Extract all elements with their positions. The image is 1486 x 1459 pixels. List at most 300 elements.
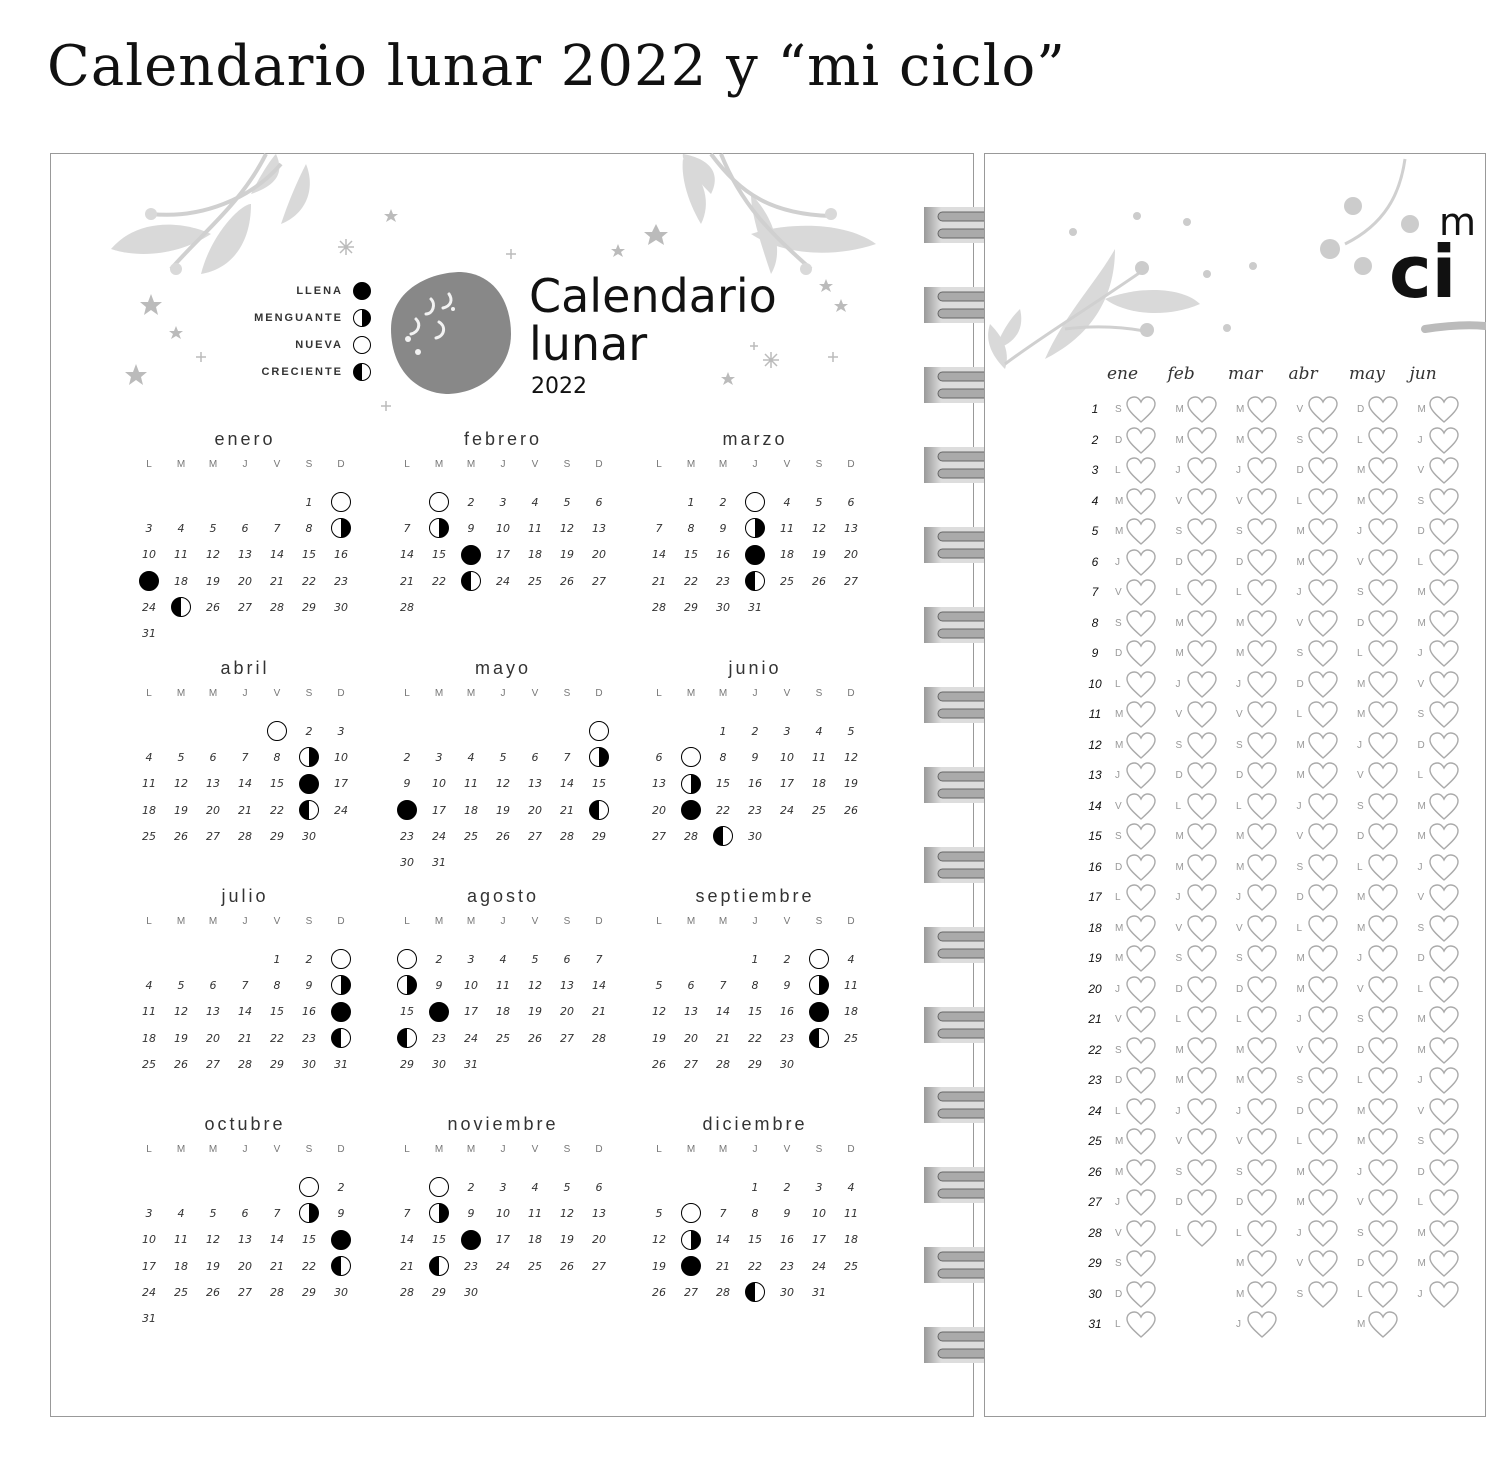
heart-icon[interactable]: [1308, 1037, 1338, 1065]
cycle-cell[interactable]: [1357, 488, 1417, 516]
heart-icon[interactable]: [1368, 854, 1398, 882]
cycle-cell[interactable]: [1297, 1006, 1357, 1034]
cycle-cell[interactable]: [1357, 1128, 1417, 1156]
cycle-cell[interactable]: [1297, 488, 1357, 516]
cycle-cell[interactable]: [1418, 549, 1478, 577]
heart-icon[interactable]: [1126, 518, 1156, 546]
heart-icon[interactable]: [1247, 854, 1277, 882]
cycle-cell[interactable]: [1236, 1098, 1296, 1126]
cycle-cell[interactable]: [1115, 945, 1175, 973]
heart-icon[interactable]: [1247, 1220, 1277, 1248]
cycle-cell[interactable]: [1418, 1098, 1478, 1126]
cycle-cell[interactable]: [1357, 1098, 1417, 1126]
heart-icon[interactable]: [1126, 884, 1156, 912]
cycle-cell[interactable]: [1297, 854, 1357, 882]
cycle-cell[interactable]: [1115, 884, 1175, 912]
cycle-cell[interactable]: [1418, 1037, 1478, 1065]
cycle-cell[interactable]: [1357, 854, 1417, 882]
heart-icon[interactable]: [1247, 457, 1277, 485]
cycle-cell[interactable]: [1115, 1159, 1175, 1187]
cycle-cell[interactable]: [1297, 427, 1357, 455]
heart-icon[interactable]: [1187, 1128, 1217, 1156]
heart-icon[interactable]: [1308, 1006, 1338, 1034]
cycle-cell[interactable]: [1236, 732, 1296, 760]
cycle-cell[interactable]: [1418, 1006, 1478, 1034]
heart-icon[interactable]: [1368, 579, 1398, 607]
cycle-cell[interactable]: [1176, 518, 1236, 546]
heart-icon[interactable]: [1187, 457, 1217, 485]
heart-icon[interactable]: [1247, 549, 1277, 577]
cycle-cell[interactable]: [1115, 976, 1175, 1004]
heart-icon[interactable]: [1187, 945, 1217, 973]
cycle-cell[interactable]: [1297, 1037, 1357, 1065]
heart-icon[interactable]: [1429, 457, 1459, 485]
heart-icon[interactable]: [1429, 549, 1459, 577]
heart-icon[interactable]: [1126, 488, 1156, 516]
heart-icon[interactable]: [1429, 762, 1459, 790]
cycle-cell[interactable]: [1176, 396, 1236, 424]
heart-icon[interactable]: [1126, 457, 1156, 485]
heart-icon[interactable]: [1247, 732, 1277, 760]
cycle-cell[interactable]: [1115, 762, 1175, 790]
cycle-cell[interactable]: [1418, 518, 1478, 546]
heart-icon[interactable]: [1308, 701, 1338, 729]
cycle-cell[interactable]: [1115, 915, 1175, 943]
heart-icon[interactable]: [1368, 671, 1398, 699]
cycle-cell[interactable]: [1236, 427, 1296, 455]
heart-icon[interactable]: [1429, 823, 1459, 851]
heart-icon[interactable]: [1247, 640, 1277, 668]
heart-icon[interactable]: [1308, 1098, 1338, 1126]
heart-icon[interactable]: [1368, 488, 1398, 516]
heart-icon[interactable]: [1429, 793, 1459, 821]
cycle-cell[interactable]: [1357, 1311, 1417, 1339]
cycle-cell[interactable]: [1115, 457, 1175, 485]
heart-icon[interactable]: [1126, 549, 1156, 577]
heart-icon[interactable]: [1187, 701, 1217, 729]
heart-icon[interactable]: [1429, 701, 1459, 729]
heart-icon[interactable]: [1429, 640, 1459, 668]
heart-icon[interactable]: [1187, 884, 1217, 912]
cycle-cell[interactable]: [1115, 854, 1175, 882]
cycle-cell[interactable]: [1176, 640, 1236, 668]
cycle-cell[interactable]: [1176, 1281, 1236, 1309]
cycle-cell[interactable]: [1297, 762, 1357, 790]
cycle-cell[interactable]: [1357, 793, 1417, 821]
cycle-cell[interactable]: [1115, 1220, 1175, 1248]
cycle-cell[interactable]: [1236, 396, 1296, 424]
cycle-cell[interactable]: [1357, 884, 1417, 912]
heart-icon[interactable]: [1187, 793, 1217, 821]
heart-icon[interactable]: [1187, 762, 1217, 790]
heart-icon[interactable]: [1308, 579, 1338, 607]
cycle-cell[interactable]: [1176, 579, 1236, 607]
cycle-cell[interactable]: [1115, 640, 1175, 668]
cycle-cell[interactable]: [1357, 1006, 1417, 1034]
heart-icon[interactable]: [1126, 671, 1156, 699]
heart-icon[interactable]: [1429, 915, 1459, 943]
heart-icon[interactable]: [1368, 1250, 1398, 1278]
cycle-cell[interactable]: [1297, 1098, 1357, 1126]
cycle-cell[interactable]: [1357, 1189, 1417, 1217]
cycle-cell[interactable]: [1297, 579, 1357, 607]
heart-icon[interactable]: [1429, 945, 1459, 973]
heart-icon[interactable]: [1368, 457, 1398, 485]
cycle-cell[interactable]: [1357, 671, 1417, 699]
heart-icon[interactable]: [1247, 701, 1277, 729]
heart-icon[interactable]: [1308, 823, 1338, 851]
heart-icon[interactable]: [1308, 945, 1338, 973]
cycle-cell[interactable]: [1176, 1250, 1236, 1278]
cycle-cell[interactable]: [1418, 915, 1478, 943]
heart-icon[interactable]: [1368, 1067, 1398, 1095]
heart-icon[interactable]: [1126, 732, 1156, 760]
cycle-cell[interactable]: [1176, 884, 1236, 912]
cycle-cell[interactable]: [1176, 610, 1236, 638]
cycle-cell[interactable]: [1297, 976, 1357, 1004]
cycle-cell[interactable]: [1418, 427, 1478, 455]
heart-icon[interactable]: [1429, 1250, 1459, 1278]
heart-icon[interactable]: [1429, 1128, 1459, 1156]
cycle-cell[interactable]: [1236, 1159, 1296, 1187]
heart-icon[interactable]: [1368, 976, 1398, 1004]
cycle-cell[interactable]: [1418, 488, 1478, 516]
cycle-cell[interactable]: [1357, 701, 1417, 729]
heart-icon[interactable]: [1368, 1159, 1398, 1187]
cycle-cell[interactable]: [1236, 854, 1296, 882]
cycle-cell[interactable]: [1418, 823, 1478, 851]
cycle-cell[interactable]: [1176, 1311, 1236, 1339]
heart-icon[interactable]: [1429, 671, 1459, 699]
heart-icon[interactable]: [1308, 549, 1338, 577]
heart-icon[interactable]: [1368, 762, 1398, 790]
cycle-cell[interactable]: [1297, 1220, 1357, 1248]
cycle-cell[interactable]: [1418, 1220, 1478, 1248]
heart-icon[interactable]: [1187, 854, 1217, 882]
heart-icon[interactable]: [1187, 610, 1217, 638]
cycle-cell[interactable]: [1297, 610, 1357, 638]
cycle-cell[interactable]: [1357, 732, 1417, 760]
heart-icon[interactable]: [1308, 915, 1338, 943]
cycle-cell[interactable]: [1236, 976, 1296, 1004]
heart-icon[interactable]: [1187, 1220, 1217, 1248]
cycle-cell[interactable]: [1297, 823, 1357, 851]
cycle-cell[interactable]: [1176, 976, 1236, 1004]
heart-icon[interactable]: [1308, 1067, 1338, 1095]
heart-icon[interactable]: [1368, 915, 1398, 943]
heart-icon[interactable]: [1187, 427, 1217, 455]
heart-icon[interactable]: [1308, 1159, 1338, 1187]
heart-icon[interactable]: [1368, 701, 1398, 729]
heart-icon[interactable]: [1126, 1311, 1156, 1339]
heart-icon[interactable]: [1429, 1037, 1459, 1065]
heart-icon[interactable]: [1308, 610, 1338, 638]
heart-icon[interactable]: [1429, 1220, 1459, 1248]
heart-icon[interactable]: [1247, 823, 1277, 851]
cycle-cell[interactable]: [1357, 640, 1417, 668]
heart-icon[interactable]: [1187, 396, 1217, 424]
cycle-cell[interactable]: [1115, 1189, 1175, 1217]
heart-icon[interactable]: [1187, 1006, 1217, 1034]
heart-icon[interactable]: [1308, 518, 1338, 546]
cycle-cell[interactable]: [1176, 457, 1236, 485]
heart-icon[interactable]: [1429, 1159, 1459, 1187]
cycle-cell[interactable]: [1115, 671, 1175, 699]
cycle-cell[interactable]: [1115, 1006, 1175, 1034]
cycle-cell[interactable]: [1176, 701, 1236, 729]
heart-icon[interactable]: [1187, 1067, 1217, 1095]
heart-icon[interactable]: [1126, 396, 1156, 424]
cycle-cell[interactable]: [1418, 1128, 1478, 1156]
heart-icon[interactable]: [1247, 915, 1277, 943]
heart-icon[interactable]: [1247, 1250, 1277, 1278]
cycle-cell[interactable]: [1236, 1311, 1296, 1339]
heart-icon[interactable]: [1429, 1281, 1459, 1309]
cycle-cell[interactable]: [1418, 732, 1478, 760]
cycle-cell[interactable]: [1418, 396, 1478, 424]
heart-icon[interactable]: [1126, 854, 1156, 882]
heart-icon[interactable]: [1247, 976, 1277, 1004]
heart-icon[interactable]: [1308, 793, 1338, 821]
heart-icon[interactable]: [1247, 1159, 1277, 1187]
heart-icon[interactable]: [1368, 1128, 1398, 1156]
heart-icon[interactable]: [1368, 1006, 1398, 1034]
heart-icon[interactable]: [1126, 701, 1156, 729]
cycle-cell[interactable]: [1357, 945, 1417, 973]
cycle-cell[interactable]: [1418, 701, 1478, 729]
cycle-cell[interactable]: [1297, 1189, 1357, 1217]
cycle-cell[interactable]: [1236, 640, 1296, 668]
heart-icon[interactable]: [1368, 396, 1398, 424]
cycle-cell[interactable]: [1357, 762, 1417, 790]
cycle-cell[interactable]: [1297, 884, 1357, 912]
cycle-cell[interactable]: [1236, 1067, 1296, 1095]
cycle-cell[interactable]: [1176, 549, 1236, 577]
cycle-cell[interactable]: [1236, 549, 1296, 577]
heart-icon[interactable]: [1368, 1281, 1398, 1309]
heart-icon[interactable]: [1126, 976, 1156, 1004]
cycle-cell[interactable]: [1418, 579, 1478, 607]
heart-icon[interactable]: [1368, 640, 1398, 668]
cycle-cell[interactable]: [1357, 1220, 1417, 1248]
cycle-cell[interactable]: [1176, 427, 1236, 455]
heart-icon[interactable]: [1247, 1098, 1277, 1126]
heart-icon[interactable]: [1247, 610, 1277, 638]
heart-icon[interactable]: [1126, 1037, 1156, 1065]
heart-icon[interactable]: [1247, 579, 1277, 607]
cycle-cell[interactable]: [1236, 1037, 1296, 1065]
heart-icon[interactable]: [1126, 1250, 1156, 1278]
heart-icon[interactable]: [1126, 1128, 1156, 1156]
cycle-cell[interactable]: [1236, 1250, 1296, 1278]
heart-icon[interactable]: [1308, 1220, 1338, 1248]
cycle-cell[interactable]: [1357, 518, 1417, 546]
heart-icon[interactable]: [1187, 549, 1217, 577]
heart-icon[interactable]: [1308, 1250, 1338, 1278]
cycle-cell[interactable]: [1357, 915, 1417, 943]
heart-icon[interactable]: [1126, 640, 1156, 668]
heart-icon[interactable]: [1368, 1098, 1398, 1126]
heart-icon[interactable]: [1126, 915, 1156, 943]
cycle-cell[interactable]: [1236, 793, 1296, 821]
heart-icon[interactable]: [1187, 518, 1217, 546]
heart-icon[interactable]: [1308, 732, 1338, 760]
cycle-cell[interactable]: [1115, 610, 1175, 638]
heart-icon[interactable]: [1429, 518, 1459, 546]
cycle-cell[interactable]: [1176, 762, 1236, 790]
cycle-cell[interactable]: [1357, 976, 1417, 1004]
heart-icon[interactable]: [1247, 1189, 1277, 1217]
cycle-cell[interactable]: [1236, 701, 1296, 729]
cycle-cell[interactable]: [1418, 610, 1478, 638]
cycle-cell[interactable]: [1176, 823, 1236, 851]
heart-icon[interactable]: [1308, 976, 1338, 1004]
heart-icon[interactable]: [1126, 762, 1156, 790]
heart-icon[interactable]: [1308, 488, 1338, 516]
heart-icon[interactable]: [1247, 518, 1277, 546]
cycle-cell[interactable]: [1357, 1067, 1417, 1095]
heart-icon[interactable]: [1187, 1189, 1217, 1217]
cycle-cell[interactable]: [1236, 884, 1296, 912]
heart-icon[interactable]: [1126, 823, 1156, 851]
cycle-cell[interactable]: [1236, 457, 1296, 485]
heart-icon[interactable]: [1187, 671, 1217, 699]
heart-icon[interactable]: [1187, 1098, 1217, 1126]
heart-icon[interactable]: [1429, 1006, 1459, 1034]
heart-icon[interactable]: [1368, 518, 1398, 546]
cycle-cell[interactable]: [1115, 396, 1175, 424]
cycle-cell[interactable]: [1418, 884, 1478, 912]
cycle-cell[interactable]: [1418, 1067, 1478, 1095]
heart-icon[interactable]: [1429, 579, 1459, 607]
cycle-cell[interactable]: [1297, 518, 1357, 546]
cycle-cell[interactable]: [1115, 732, 1175, 760]
heart-icon[interactable]: [1126, 945, 1156, 973]
heart-icon[interactable]: [1429, 1098, 1459, 1126]
cycle-cell[interactable]: [1357, 579, 1417, 607]
cycle-cell[interactable]: [1176, 1128, 1236, 1156]
heart-icon[interactable]: [1429, 1067, 1459, 1095]
cycle-cell[interactable]: [1236, 488, 1296, 516]
heart-icon[interactable]: [1368, 549, 1398, 577]
heart-icon[interactable]: [1368, 1037, 1398, 1065]
cycle-cell[interactable]: [1115, 1311, 1175, 1339]
cycle-cell[interactable]: [1176, 1067, 1236, 1095]
heart-icon[interactable]: [1126, 427, 1156, 455]
cycle-cell[interactable]: [1418, 854, 1478, 882]
cycle-cell[interactable]: [1357, 457, 1417, 485]
heart-icon[interactable]: [1429, 884, 1459, 912]
cycle-cell[interactable]: [1176, 1006, 1236, 1034]
cycle-cell[interactable]: [1236, 1189, 1296, 1217]
cycle-cell[interactable]: [1176, 1159, 1236, 1187]
heart-icon[interactable]: [1368, 732, 1398, 760]
heart-icon[interactable]: [1308, 1281, 1338, 1309]
heart-icon[interactable]: [1308, 396, 1338, 424]
heart-icon[interactable]: [1126, 1281, 1156, 1309]
cycle-cell[interactable]: [1115, 518, 1175, 546]
cycle-cell[interactable]: [1418, 793, 1478, 821]
heart-icon[interactable]: [1126, 610, 1156, 638]
heart-icon[interactable]: [1308, 640, 1338, 668]
cycle-cell[interactable]: [1115, 1098, 1175, 1126]
heart-icon[interactable]: [1247, 427, 1277, 455]
heart-icon[interactable]: [1247, 1281, 1277, 1309]
heart-icon[interactable]: [1308, 762, 1338, 790]
cycle-cell[interactable]: [1418, 1250, 1478, 1278]
heart-icon[interactable]: [1187, 915, 1217, 943]
heart-icon[interactable]: [1247, 762, 1277, 790]
cycle-cell[interactable]: [1176, 945, 1236, 973]
heart-icon[interactable]: [1187, 976, 1217, 1004]
heart-icon[interactable]: [1247, 1037, 1277, 1065]
cycle-cell[interactable]: [1297, 1128, 1357, 1156]
cycle-cell[interactable]: [1176, 732, 1236, 760]
heart-icon[interactable]: [1368, 1189, 1398, 1217]
cycle-cell[interactable]: [1236, 1128, 1296, 1156]
heart-icon[interactable]: [1187, 732, 1217, 760]
heart-icon[interactable]: [1368, 793, 1398, 821]
cycle-cell[interactable]: [1236, 823, 1296, 851]
heart-icon[interactable]: [1126, 579, 1156, 607]
cycle-cell[interactable]: [1236, 610, 1296, 638]
heart-icon[interactable]: [1308, 427, 1338, 455]
cycle-cell[interactable]: [1176, 793, 1236, 821]
cycle-cell[interactable]: [1418, 457, 1478, 485]
cycle-cell[interactable]: [1115, 1250, 1175, 1278]
cycle-cell[interactable]: [1297, 793, 1357, 821]
cycle-cell[interactable]: [1236, 762, 1296, 790]
heart-icon[interactable]: [1187, 640, 1217, 668]
heart-icon[interactable]: [1308, 884, 1338, 912]
cycle-cell[interactable]: [1176, 1189, 1236, 1217]
heart-icon[interactable]: [1126, 1189, 1156, 1217]
cycle-cell[interactable]: [1115, 488, 1175, 516]
cycle-cell[interactable]: [1297, 396, 1357, 424]
cycle-cell[interactable]: [1357, 396, 1417, 424]
heart-icon[interactable]: [1308, 457, 1338, 485]
heart-icon[interactable]: [1247, 671, 1277, 699]
cycle-cell[interactable]: [1297, 945, 1357, 973]
cycle-cell[interactable]: [1418, 762, 1478, 790]
cycle-cell[interactable]: [1418, 1281, 1478, 1309]
heart-icon[interactable]: [1247, 1067, 1277, 1095]
heart-icon[interactable]: [1126, 1220, 1156, 1248]
cycle-cell[interactable]: [1115, 823, 1175, 851]
heart-icon[interactable]: [1247, 488, 1277, 516]
heart-icon[interactable]: [1429, 427, 1459, 455]
cycle-cell[interactable]: [1357, 549, 1417, 577]
cycle-cell[interactable]: [1297, 457, 1357, 485]
cycle-cell[interactable]: [1418, 640, 1478, 668]
cycle-cell[interactable]: [1176, 671, 1236, 699]
cycle-cell[interactable]: [1418, 671, 1478, 699]
cycle-cell[interactable]: [1236, 1220, 1296, 1248]
heart-icon[interactable]: [1429, 610, 1459, 638]
heart-icon[interactable]: [1368, 610, 1398, 638]
heart-icon[interactable]: [1368, 427, 1398, 455]
cycle-cell[interactable]: [1115, 1037, 1175, 1065]
cycle-cell[interactable]: [1115, 579, 1175, 607]
cycle-cell[interactable]: [1418, 1159, 1478, 1187]
cycle-cell[interactable]: [1236, 915, 1296, 943]
cycle-cell[interactable]: [1236, 518, 1296, 546]
cycle-cell[interactable]: [1115, 1067, 1175, 1095]
heart-icon[interactable]: [1429, 1189, 1459, 1217]
heart-icon[interactable]: [1247, 945, 1277, 973]
heart-icon[interactable]: [1126, 1098, 1156, 1126]
cycle-cell[interactable]: [1297, 1067, 1357, 1095]
